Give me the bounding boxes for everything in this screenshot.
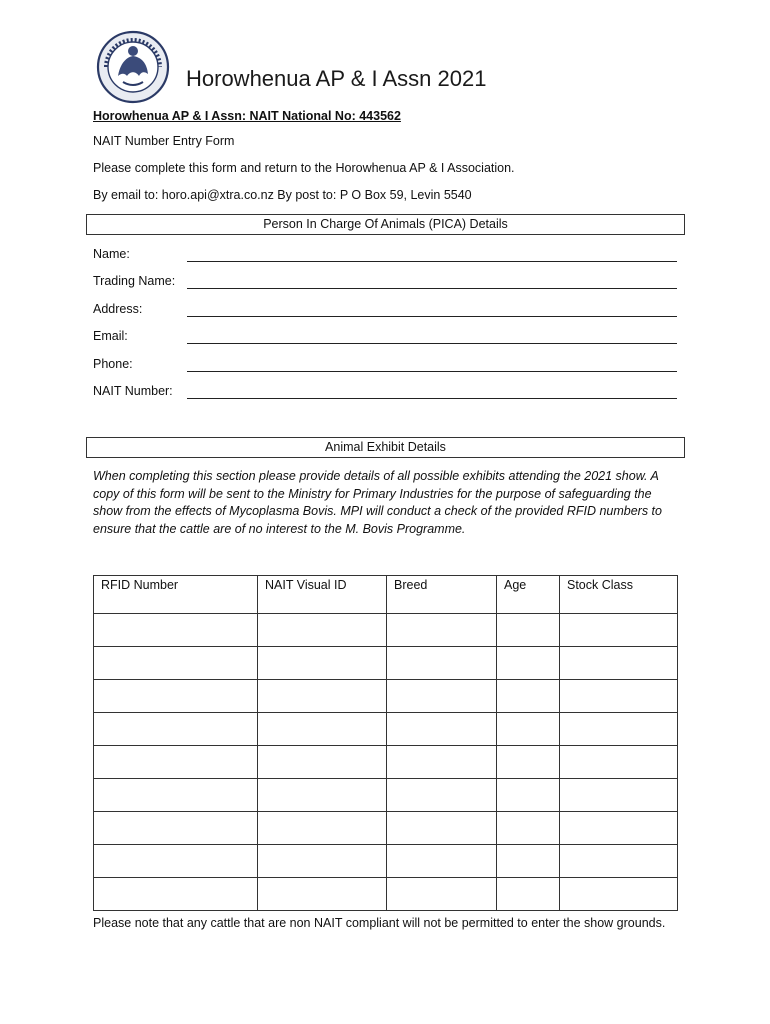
nait-visual-id-cell[interactable] (258, 713, 387, 746)
rfid-number-cell[interactable] (94, 878, 258, 911)
breed-cell[interactable] (387, 746, 497, 779)
rfid-number-cell[interactable] (94, 812, 258, 845)
rfid-number-header: RFID Number (94, 576, 258, 614)
age-cell[interactable] (497, 878, 560, 911)
phone-field[interactable] (93, 357, 677, 373)
address-label: Address: (93, 302, 143, 316)
age-cell[interactable] (497, 713, 560, 746)
stock-class-cell[interactable] (560, 647, 678, 680)
breed-cell[interactable] (387, 779, 497, 812)
association-logo (96, 30, 170, 104)
table-row (94, 647, 678, 680)
rfid-number-cell[interactable] (94, 614, 258, 647)
nait-national-number: Horowhenua AP & I Assn: NAIT National No: 443562 (93, 109, 401, 123)
trading-name-field[interactable] (93, 274, 677, 290)
nait-visual-id-cell[interactable] (258, 812, 387, 845)
email-field[interactable] (93, 329, 677, 345)
stock-class-cell[interactable] (560, 713, 678, 746)
breed-cell[interactable] (387, 647, 497, 680)
breed-cell[interactable] (387, 680, 497, 713)
email-input-line[interactable] (187, 343, 677, 344)
rfid-number-cell[interactable] (94, 845, 258, 878)
name-input-line[interactable] (187, 261, 677, 262)
address-input-line[interactable] (187, 316, 677, 317)
nait-visual-id-cell[interactable] (258, 614, 387, 647)
exhibit-note: When completing this section please provide details of all possible exhibits attending the 2021 show. A copy of this form will be sent to the Ministry for Primary Industries for the purpose of safeguarding the show from the effects of Mycoplasma Bovis. MPI will conduct a check of the provided RFID numbers to ensure that the cattle are of no interest to the M. Bovis Programme. (93, 469, 662, 536)
stock-class-header: Stock Class (560, 576, 678, 614)
nait-visual-id-cell[interactable] (258, 878, 387, 911)
phone-input-line[interactable] (187, 371, 677, 372)
phone-label: Phone: (93, 357, 133, 371)
nait-visual-id-cell[interactable] (258, 779, 387, 812)
stock-class-cell[interactable] (560, 812, 678, 845)
age-header: Age (497, 576, 560, 614)
nait-visual-id-cell[interactable] (258, 680, 387, 713)
stock-class-cell[interactable] (560, 746, 678, 779)
exhibit-table-body (94, 614, 678, 911)
nait-visual-id-header: NAIT Visual ID (258, 576, 387, 614)
nait-number-field[interactable] (93, 384, 677, 400)
exhibit-section-heading: Animal Exhibit Details (86, 437, 685, 458)
table-row (94, 878, 678, 911)
age-cell[interactable] (497, 614, 560, 647)
table-row (94, 812, 678, 845)
instructions-text: Please complete this form and return to the Horowhenua AP & I Association. (93, 161, 515, 175)
age-cell[interactable] (497, 845, 560, 878)
breed-cell[interactable] (387, 812, 497, 845)
trading-name-input-line[interactable] (187, 288, 677, 289)
email-label: Email: (93, 329, 128, 343)
stock-class-cell[interactable] (560, 680, 678, 713)
form-title: Horowhenua AP & I Assn 2021 (186, 66, 487, 91)
age-cell[interactable] (497, 746, 560, 779)
table-row (94, 845, 678, 878)
table-row (94, 746, 678, 779)
breed-cell[interactable] (387, 878, 497, 911)
compliance-footer: Please note that any cattle that are non NAIT compliant will not be permitted to enter the show grounds. (93, 916, 666, 930)
name-field[interactable] (93, 247, 677, 263)
breed-header: Breed (387, 576, 497, 614)
stock-class-cell[interactable] (560, 779, 678, 812)
stock-class-cell[interactable] (560, 878, 678, 911)
nait-visual-id-cell[interactable] (258, 845, 387, 878)
breed-cell[interactable] (387, 614, 497, 647)
age-cell[interactable] (497, 812, 560, 845)
rfid-number-cell[interactable] (94, 746, 258, 779)
table-row (94, 779, 678, 812)
breed-cell[interactable] (387, 845, 497, 878)
contact-details: By email to: horo.api@xtra.co.nz By post to: P O Box 59, Levin 5540 (93, 188, 472, 202)
table-row (94, 713, 678, 746)
age-cell[interactable] (497, 680, 560, 713)
stock-class-cell[interactable] (560, 845, 678, 878)
rfid-number-cell[interactable] (94, 647, 258, 680)
rfid-number-cell[interactable] (94, 680, 258, 713)
form-name: NAIT Number Entry Form (93, 134, 235, 148)
rfid-number-cell[interactable] (94, 779, 258, 812)
age-cell[interactable] (497, 647, 560, 680)
name-label: Name: (93, 247, 130, 261)
nait-visual-id-cell[interactable] (258, 746, 387, 779)
exhibit-table (93, 575, 678, 911)
table-row (94, 614, 678, 647)
stock-class-cell[interactable] (560, 614, 678, 647)
table-row (94, 680, 678, 713)
rfid-number-cell[interactable] (94, 713, 258, 746)
age-cell[interactable] (497, 779, 560, 812)
nait-number-input-line[interactable] (187, 398, 677, 399)
address-field[interactable] (93, 302, 677, 318)
table-header-row (94, 576, 678, 614)
pica-section-heading: Person In Charge Of Animals (PICA) Details (86, 214, 685, 235)
nait-visual-id-cell[interactable] (258, 647, 387, 680)
trading-name-label: Trading Name: (93, 274, 176, 288)
nait-number-label: NAIT Number: (93, 384, 173, 398)
breed-cell[interactable] (387, 713, 497, 746)
